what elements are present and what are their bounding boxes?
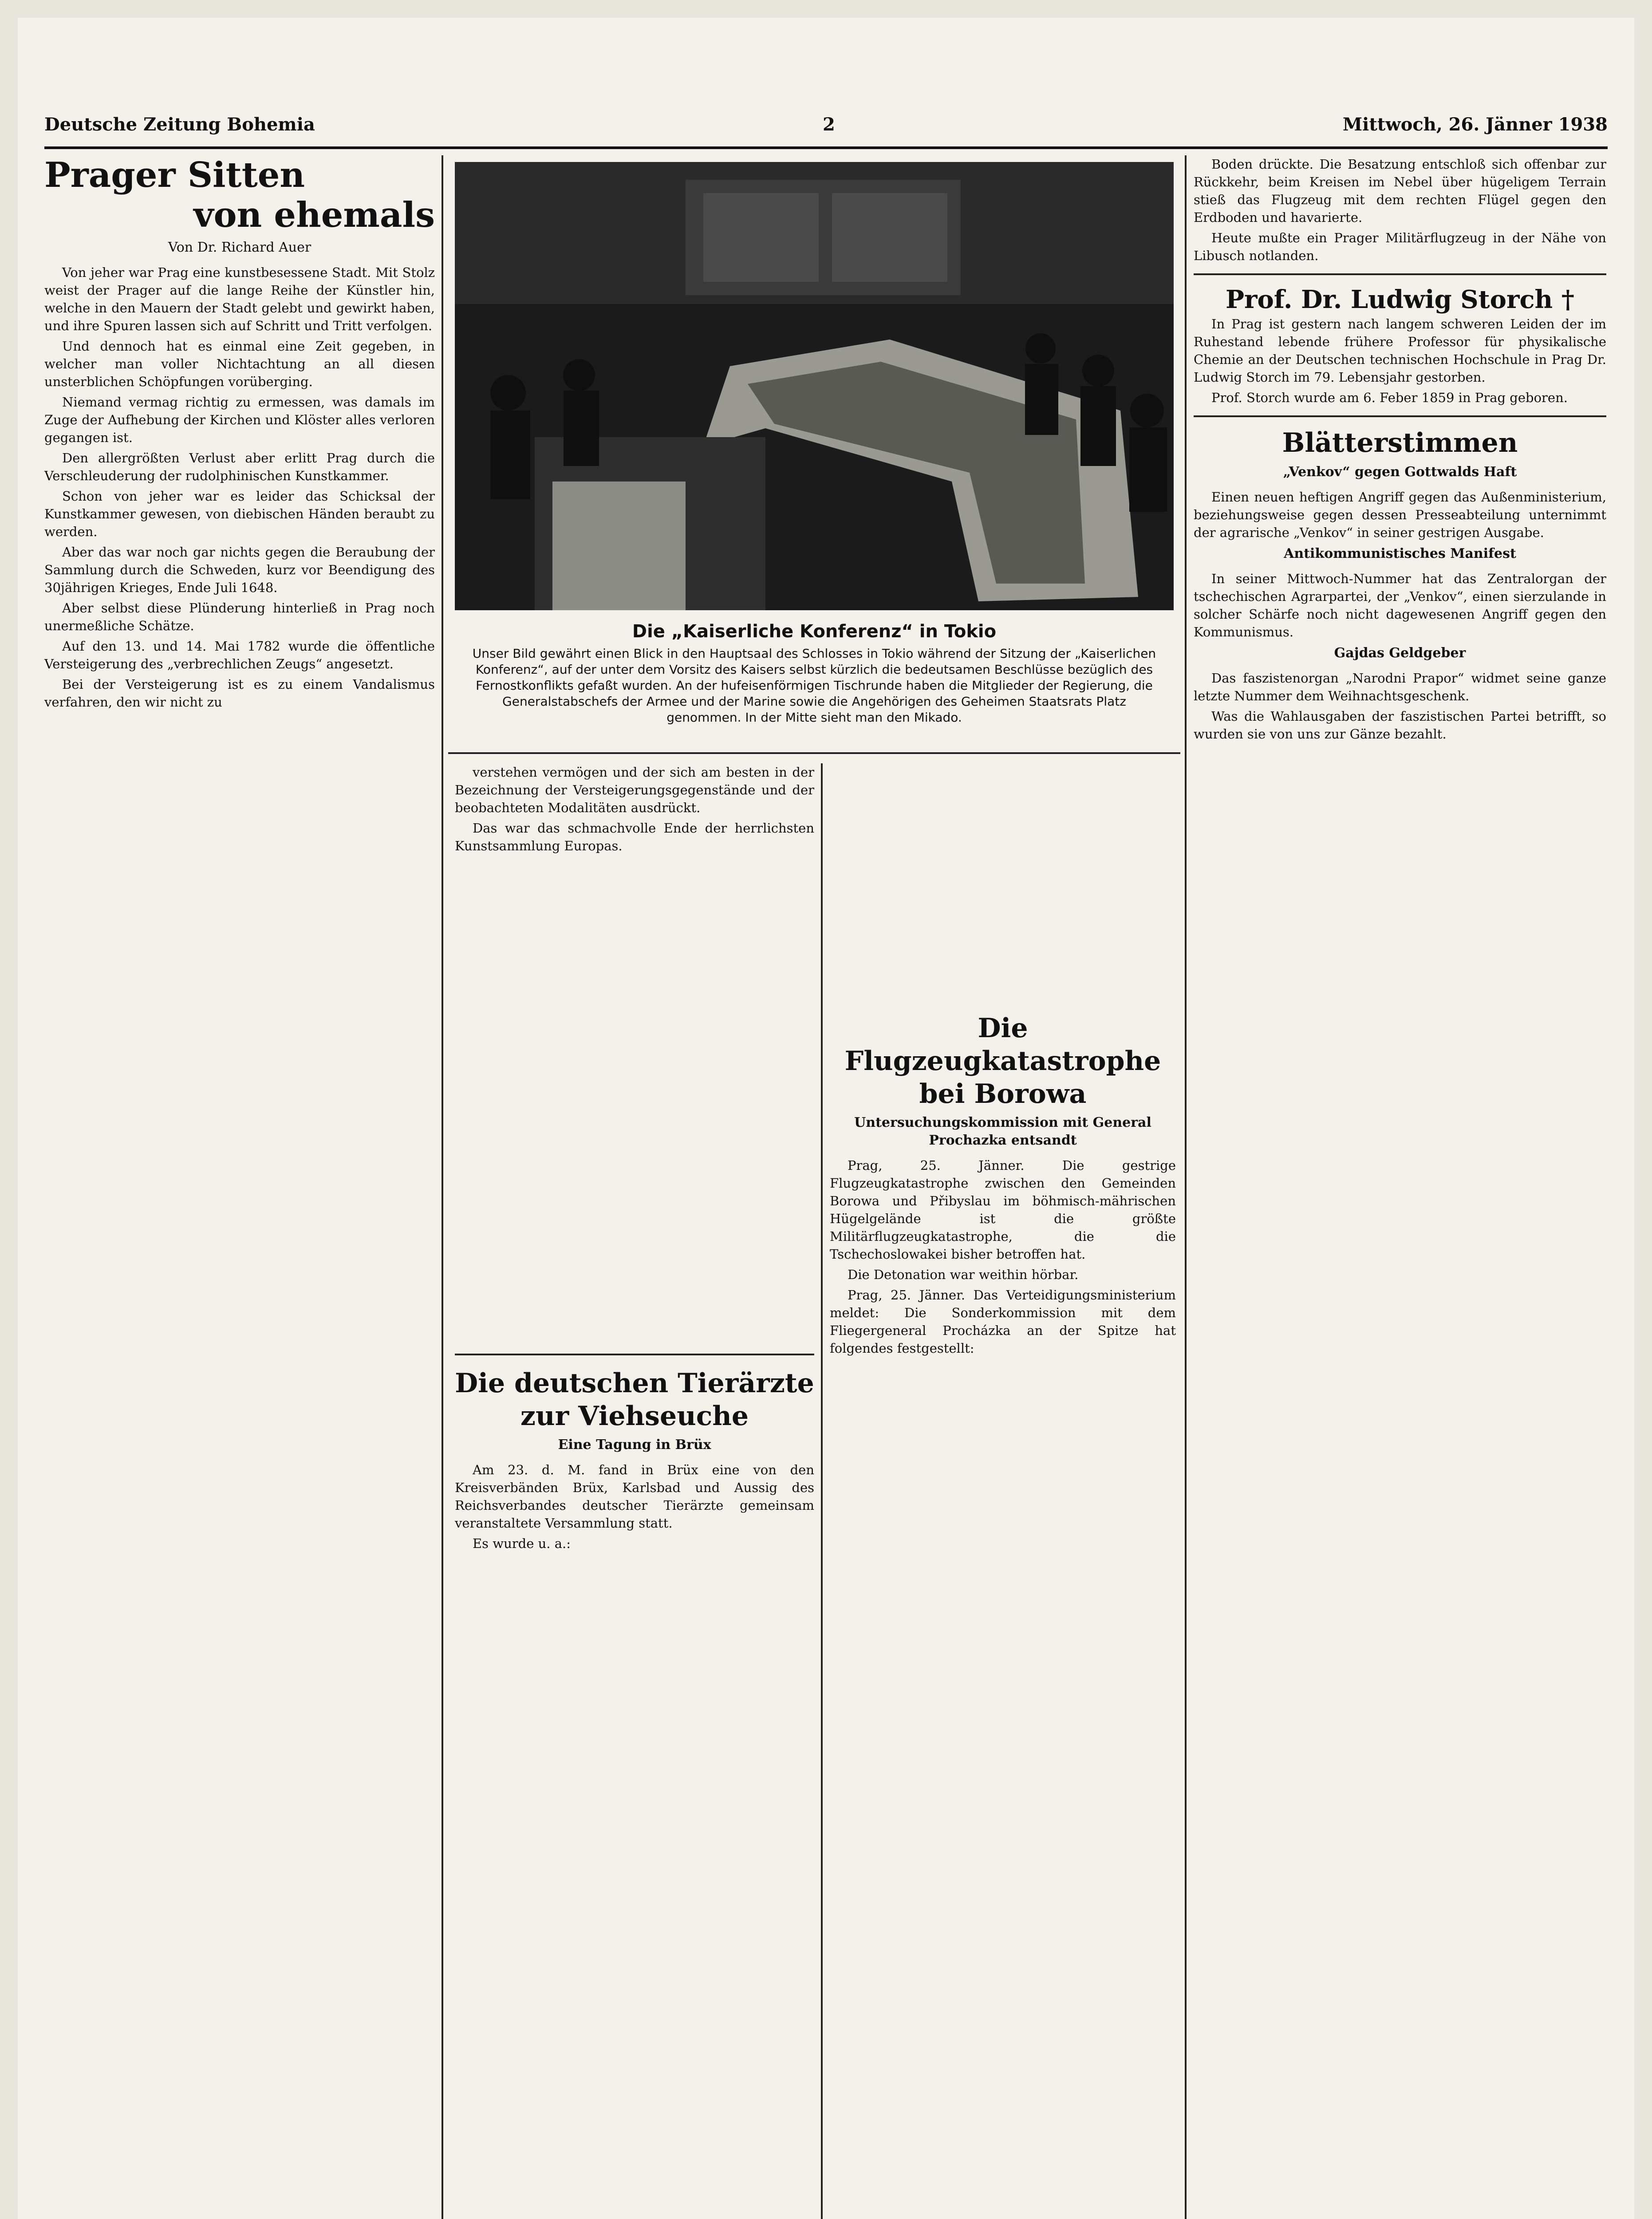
paragraph: Aber selbst diese Plünderung hinterließ in Prag noch unermeßliche Schätze. xyxy=(44,600,435,633)
column-rule xyxy=(821,763,823,2219)
newspaper-page xyxy=(18,18,1634,2219)
paragraph: In seiner Mittwoch-Nummer hat das Zentralorgan der tschechischen Agrarpartei, der „Venkov“, einen sierzulande in solcher Schärfe noch nicht dagewesenen Angriff gegen den Kommunismus. xyxy=(1194,571,1606,640)
header-rule xyxy=(44,146,1608,149)
paragraph: Boden drückte. Die Besatzung entschloß sich offenbar zur Rückkehr, beim Kreisen im Nebel über hügeligem Terrain stieß das Flugzeug mit dem rechten Flügel gegen den Erdboden und havarierte. xyxy=(1194,157,1606,225)
paragraph: Aber das war noch gar nichts gegen die Beraubung der Sammlung durch die Schweden, kurz vor Beendigung des 30jährigen Krieges, Ende Juli 1648. xyxy=(44,545,435,595)
column-rule xyxy=(442,155,443,2219)
headline-2a: Die deutschen Tierärzte xyxy=(455,1368,814,1399)
paragraph: In Prag ist gestern nach langem schweren Leiden der im Ruhestand lebende frühere Professor für physikalische Chemie an der Deutschen technischen Hochschule in Prag Dr. Ludwig Storch im 79. Lebensjahr gestorben. xyxy=(1194,316,1606,385)
headline-1a: Prager Sitten xyxy=(44,155,305,195)
section-rule xyxy=(1194,415,1606,417)
press-title: Blätterstimmen xyxy=(1282,427,1518,458)
paragraph: Und dennoch hat es einmal eine Zeit gegeben, in welcher man voller Nichtachtung an all diesen unsterblichen Schöpfungen vorüberging. xyxy=(44,339,435,389)
paragraph: Prof. Storch wurde am 6. Feber 1859 in Prag geboren. xyxy=(1211,390,1568,405)
paragraph: Das faszistenorgan „Narodni Prapor“ widmet seine ganze letzte Nummer dem Weihnachtsgeschenk. xyxy=(1194,671,1606,703)
photo-caption-title: Die „Kaiserliche Konferenz“ in Tokio xyxy=(632,621,997,642)
paragraph: Es wurde u. a.: xyxy=(473,1536,571,1551)
article-prager-sitten xyxy=(44,155,435,2219)
paragraph: verstehen vermögen und der sich am besten in der Bezeichnung der Versteigerungsgegenstände und der beobachteten Modalitäten ausdrückt. xyxy=(455,765,814,815)
paragraph: Prag, 25. Jänner. Das Verteidigungsministerium meldet: Die Sonderkommission mit dem Fliegergeneral Procházka an der Spitze hat folgendes festgestellt: xyxy=(830,1287,1176,1356)
paragraph: Niemand vermag richtig zu ermessen, was damals im Zuge der Aufhebung der Kirchen und Klöster alles verloren gegangen ist. xyxy=(44,395,435,445)
press-section-title: Antikommunistisches Manifest xyxy=(1284,546,1516,561)
paragraph: Heute mußte ein Prager Militärflugzeug in der Nähe von Libusch notlanden. xyxy=(1194,230,1606,263)
subtitle: Eine Tagung in Brüx xyxy=(558,1437,711,1453)
photo-rule xyxy=(448,752,1180,754)
headline-3b: bei Borowa xyxy=(919,1078,1087,1110)
masthead: Deutsche Zeitung Bohemia xyxy=(44,114,315,135)
press-section-title: „Venkov“ gegen Gottwalds Haft xyxy=(1283,464,1517,480)
photo-caption-text: Unser Bild gewährt einen Blick in den Hauptsaal des Schlosses in Tokio während der Sitzung der „Kaiserlichen Konferenz“, auf der unter dem Vorsitz des Kaisers selbst kürzlich die bedeutsamen Beschlüsse bezüglich des Fernostkonflikts gefaßt wurden. An der hufeisenförmigen Tischrunde haben die Mitglieder der Regierung, die Generalstabschefs der Armee und der Marine sowie die Angehörigen des Geheimen Staatsrats Platz genommen. In der Mitte sieht man den Mikado. xyxy=(472,646,1156,725)
paragraph: Von jeher war Prag eine kunstbesessene Stadt. Mit Stolz weist der Prager auf die lange Reihe der Künstler hin, welche in den Mauern der Stadt gelebt und gewirkt haben, und ihre Spuren lassen sich auf Schritt und Tritt verfolgen. xyxy=(44,265,435,333)
press-section-title: Gajdas Geldgeber xyxy=(1334,645,1466,661)
article-flugzeugkatastrophe xyxy=(830,763,1176,2219)
issue-date: Mittwoch, 26. Jänner 1938 xyxy=(1342,114,1608,135)
byline: Von Dr. Richard Auer xyxy=(168,240,311,255)
paragraph: Das war das schmachvolle Ende der herrlichsten Kunstsammlung Europas. xyxy=(455,821,814,853)
headline-3a: Die Flugzeugkatastrophe xyxy=(844,1013,1161,1077)
section-rule xyxy=(455,1354,814,1355)
paragraph: Die Detonation war weithin hörbar. xyxy=(848,1267,1079,1282)
paragraph: Einen neuen heftigen Angriff gegen das Außenministerium, beziehungsweise gegen dessen Presseabteilung unternimmt der agrarische „Venkov“ in seiner gestrigen Ausgabe. xyxy=(1194,490,1606,540)
paragraph: Was die Wahlausgaben der faszistischen Partei betrifft, so wurden sie von uns zur Gänze bezahlt. xyxy=(1194,709,1606,742)
paragraph: Auf den 13. und 14. Mai 1782 wurde die öffentliche Versteigerung des „verbrechlichen Zeugs“ angesetzt. xyxy=(44,639,435,671)
article-tieraerzte xyxy=(455,1367,814,2219)
headline-2b: zur Viehseuche xyxy=(520,1401,749,1432)
paragraph: Den allergrößten Verlust aber erlitt Prag durch die Verschleuderung der rudolphinischen Kunstkammer. xyxy=(44,450,435,483)
photo-kaiserliche-konferenz xyxy=(455,162,1174,610)
section-rule xyxy=(1194,273,1606,275)
paragraph: Bei der Versteigerung ist es zu einem Vandalismus verfahren, den wir nicht zu xyxy=(44,677,435,710)
article-prager-sitten-cont xyxy=(455,763,814,1340)
page-header xyxy=(44,109,1608,140)
subtitle: Untersuchungskommission mit General Prochazka entsandt xyxy=(854,1115,1151,1148)
paragraph: Prag, 25. Jänner. Die gestrige Flugzeugkatastrophe zwischen den Gemeinden Borowa und Přibyslau im böhmisch-mährischen Hügelgelände ist die größte Militärflugzeugkatastrophe, die die Tschechoslowakei bisher betroffen hat. xyxy=(830,1158,1176,1262)
photo-illustration xyxy=(455,162,1174,610)
headline-1b: von ehemals xyxy=(193,195,435,235)
paragraph: Schon von jeher war es leider das Schicksal der Kunstkammer gewesen, von diebischen Händen beraubt zu werden. xyxy=(44,489,435,539)
column-rule xyxy=(1185,155,1187,2219)
obituary-title: Prof. Dr. Ludwig Storch † xyxy=(1225,285,1575,314)
right-column xyxy=(1194,155,1606,2219)
paragraph: Am 23. d. M. fand in Brüx eine von den Kreisverbänden Brüx, Karlsbad und Aussig des Reichsverbandes deutscher Tierärzte gemeinsam veranstaltete Versammlung statt. xyxy=(455,1462,814,1531)
page-number: 2 xyxy=(822,114,835,135)
